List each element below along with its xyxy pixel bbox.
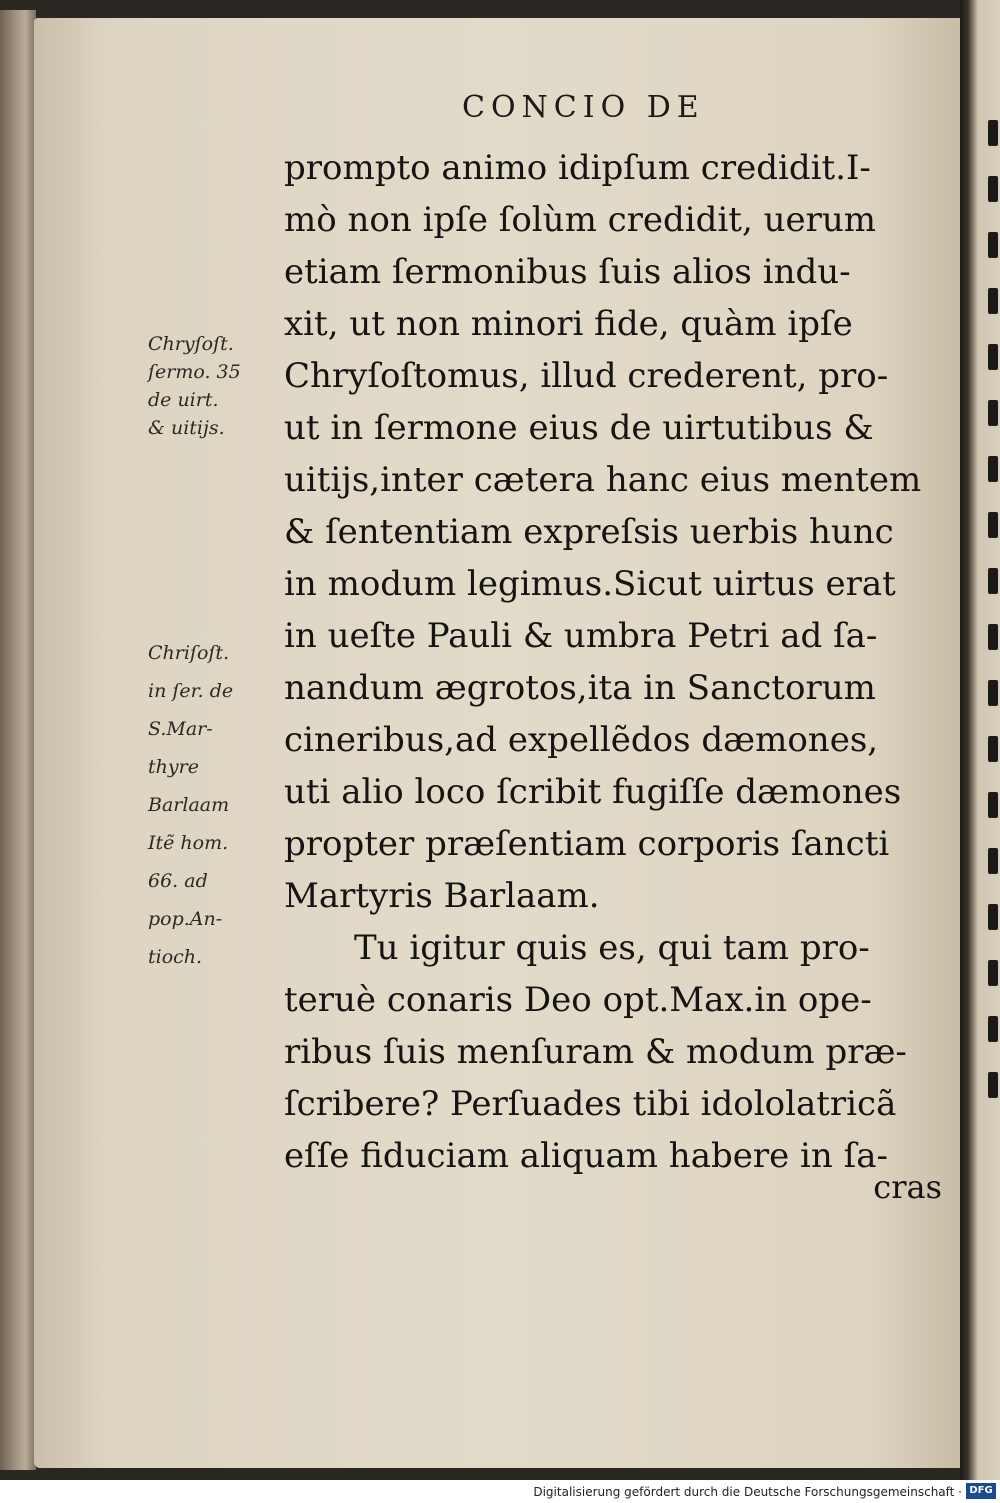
text-line: ribus ſuis menſuram & modum præ-	[284, 1032, 907, 1072]
text-line-paragraph-start: Tu igitur quis es, qui tam pro-	[354, 928, 870, 968]
marginal-note-line: in ſer. de	[148, 680, 234, 702]
text-line: etiam ſermonibus ſuis alios indu-	[284, 252, 851, 292]
text-line: in ueſte Pauli & umbra Petri ad ſa-	[284, 616, 878, 656]
marginal-note-line: Chryſoſt.	[148, 333, 234, 355]
text-line: cineribus,ad expellẽdos dæmones,	[284, 720, 879, 760]
text-line: Chryſoſtomus, illud crederent, pro-	[284, 356, 889, 396]
marginal-note-line: thyre	[148, 756, 199, 778]
text-line: xit, ut non minori fide, quàm ipſe	[284, 304, 853, 344]
text-line: ſcribere? Perſuades tibi idololatricã	[284, 1084, 897, 1124]
marginal-note-chrysostom-sermo	[148, 330, 283, 442]
marginal-note-line: & uitijs.	[148, 417, 225, 439]
catchword: cras	[873, 1168, 942, 1206]
text-line: uti alio loco ſcribit fugiſſe dæmones	[284, 772, 902, 812]
body-text	[284, 142, 954, 1182]
running-head: CONCIO DE	[462, 90, 705, 125]
book-edge	[0, 10, 36, 1470]
text-line: & ſententiam expreſsis uerbis hunc	[284, 512, 894, 552]
marginal-note-line: pop.An-	[148, 908, 223, 930]
text-line: Martyris Barlaam.	[284, 876, 600, 916]
facing-page-text-fragments	[988, 120, 1000, 1220]
marginal-note-line: S.Mar-	[148, 718, 213, 740]
text-line: propter præſentiam corporis ſancti	[284, 824, 890, 864]
text-line: teruè conaris Deo opt.Max.in ope-	[284, 980, 872, 1020]
marginal-note-line: Chriſoſt.	[148, 642, 230, 664]
marginal-note-line: de uirt.	[148, 389, 219, 411]
text-line: eſſe fiduciam aliquam habere in ſa-	[284, 1136, 888, 1176]
digitization-footer	[0, 1480, 1000, 1503]
text-line: uitijs,inter cætera hanc eius mentem	[284, 460, 922, 500]
text-line: mò non ipſe ſolùm credidit, uerum	[284, 200, 876, 240]
marginal-note-line: tioch.	[148, 946, 203, 968]
funding-credit: Digitalisierung gefördert durch die Deutsche Forschungsgemeinschaft ·	[533, 1485, 962, 1499]
dfg-logo: DFG	[966, 1483, 996, 1499]
marginal-note-line: Barlaam	[148, 794, 230, 816]
marginal-note-line: Itẽ hom.	[148, 832, 229, 854]
marginal-note-line: 66. ad	[148, 870, 208, 892]
marginal-note-line: ſermo. 35	[148, 361, 241, 383]
text-line: ut in ſermone eius de uirtutibus &	[284, 408, 874, 448]
marginal-note-chrysostom-barlaam	[148, 634, 283, 976]
text-line: prompto animo idipſum credidit.I-	[284, 148, 871, 188]
text-line: in modum legimus.Sicut uirtus erat	[284, 564, 896, 604]
text-line: nandum ægrotos,ita in Sanctorum	[284, 668, 876, 708]
